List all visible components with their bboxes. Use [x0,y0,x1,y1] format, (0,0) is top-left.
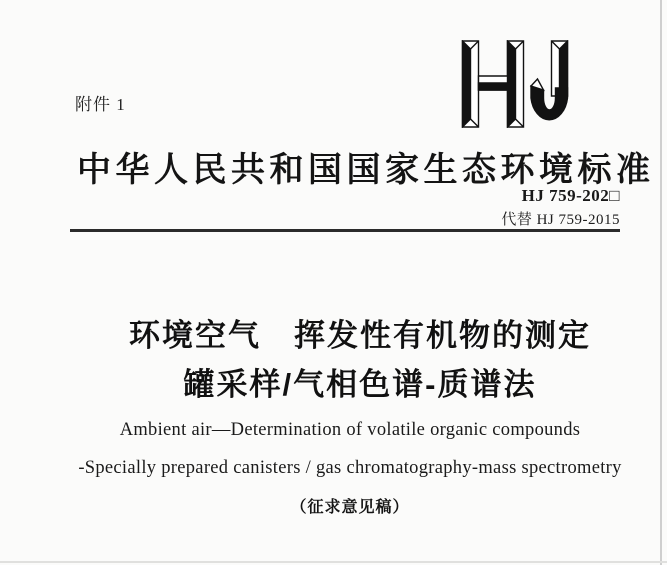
header-rule-divider [70,229,620,232]
standard-title-en-line1: Ambient air—Determination of volatile organic compounds [119,420,581,440]
standard-code: HJ 759-202□ [521,186,620,205]
hj-logo [461,40,587,128]
scan-edge-right [660,0,662,565]
national-standard-heading: 中华人民共和国国家生态环境标准 [77,152,655,189]
draft-status-note: （征求意见稿） [290,499,410,516]
replaces-note: 代替 HJ 759-2015 [501,212,620,228]
scan-edge-bottom [0,561,667,563]
standard-title-cn-line2: 罐采样/气相色谱-质谱法 [183,367,537,402]
standard-title-cn-line1: 环境空气 挥发性有机物的测定 [129,318,591,353]
standard-title-en-line2: -Specially prepared canisters / gas chromatography-mass spectrometry [78,458,622,478]
attachment-label: 附件 1 [75,95,126,114]
